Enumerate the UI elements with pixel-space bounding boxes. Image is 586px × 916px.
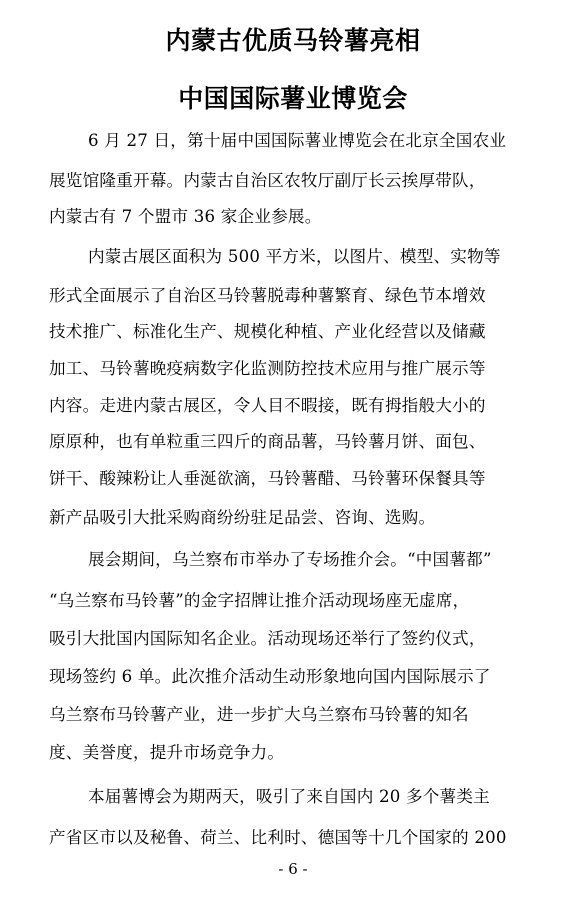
body-line: 内容。走进内蒙古展区，令人目不暇接，既有拇指般大小的 — [49, 396, 486, 415]
title-line-1: 内蒙古优质马铃薯亮相 — [165, 26, 421, 55]
body-line: 展会期间，乌兰察布市举办了专场推介会。“中国薯都” — [88, 550, 492, 569]
body-line: 吸引大批国内国际知名企业。活动现场还举行了签约仪式， — [49, 629, 486, 648]
body-line: 本届薯博会为期两天，吸引了来自国内 20 多个薯类主 — [88, 787, 490, 806]
body-line: 内蒙古有 7 个盟市 36 家企业参展。 — [49, 207, 322, 226]
body-line: 展览馆隆重开幕。内蒙古自治区农牧厅副厅长云挨厚带队， — [49, 171, 486, 190]
title-line-2: 中国国际薯业博览会 — [178, 84, 408, 113]
body-line: 现场签约 6 单。此次推介活动生动形象地向国内国际展示了 — [49, 667, 491, 686]
body-line: 度、美誉度，提升市场竞争力。 — [49, 743, 285, 762]
body-line: 新产品吸引大批采购商纷纷驻足品尝、咨询、选购。 — [49, 508, 436, 527]
body-line: 加工、马铃薯晚疫病数字化监测防控技术应用与推广展示等 — [49, 359, 486, 378]
page-number: - 6 - — [278, 860, 308, 878]
body-line: 产省区市以及秘鲁、荷兰、比利时、德国等十几个国家的 200 — [49, 828, 507, 847]
body-line: 原原种，也有单粒重三四斤的商品薯，马铃薯月饼、面包、 — [49, 432, 486, 451]
body-line: 乌兰察布马铃薯产业，进一步扩大乌兰察布马铃薯的知名 — [49, 705, 469, 724]
body-line: “乌兰察布马铃薯”的金字招牌让推介活动现场座无虚席， — [49, 591, 470, 610]
body-line: 内蒙古展区面积为 500 平方米，以图片、模型、实物等 — [88, 247, 501, 266]
body-line: 形式全面展示了自治区马铃薯脱毒种薯繁育、绿色节本增效 — [49, 286, 486, 305]
body-line: 技术推广、标准化生产、规模化种植、产业化经营以及储藏 — [49, 322, 486, 341]
body-line: 饼干、酸辣粉让人垂涎欲滴，马铃薯醋、马铃薯环保餐具等 — [49, 469, 486, 488]
body-line: 6 月 27 日，第十届中国国际薯业博览会在北京全国农业 — [88, 131, 507, 150]
